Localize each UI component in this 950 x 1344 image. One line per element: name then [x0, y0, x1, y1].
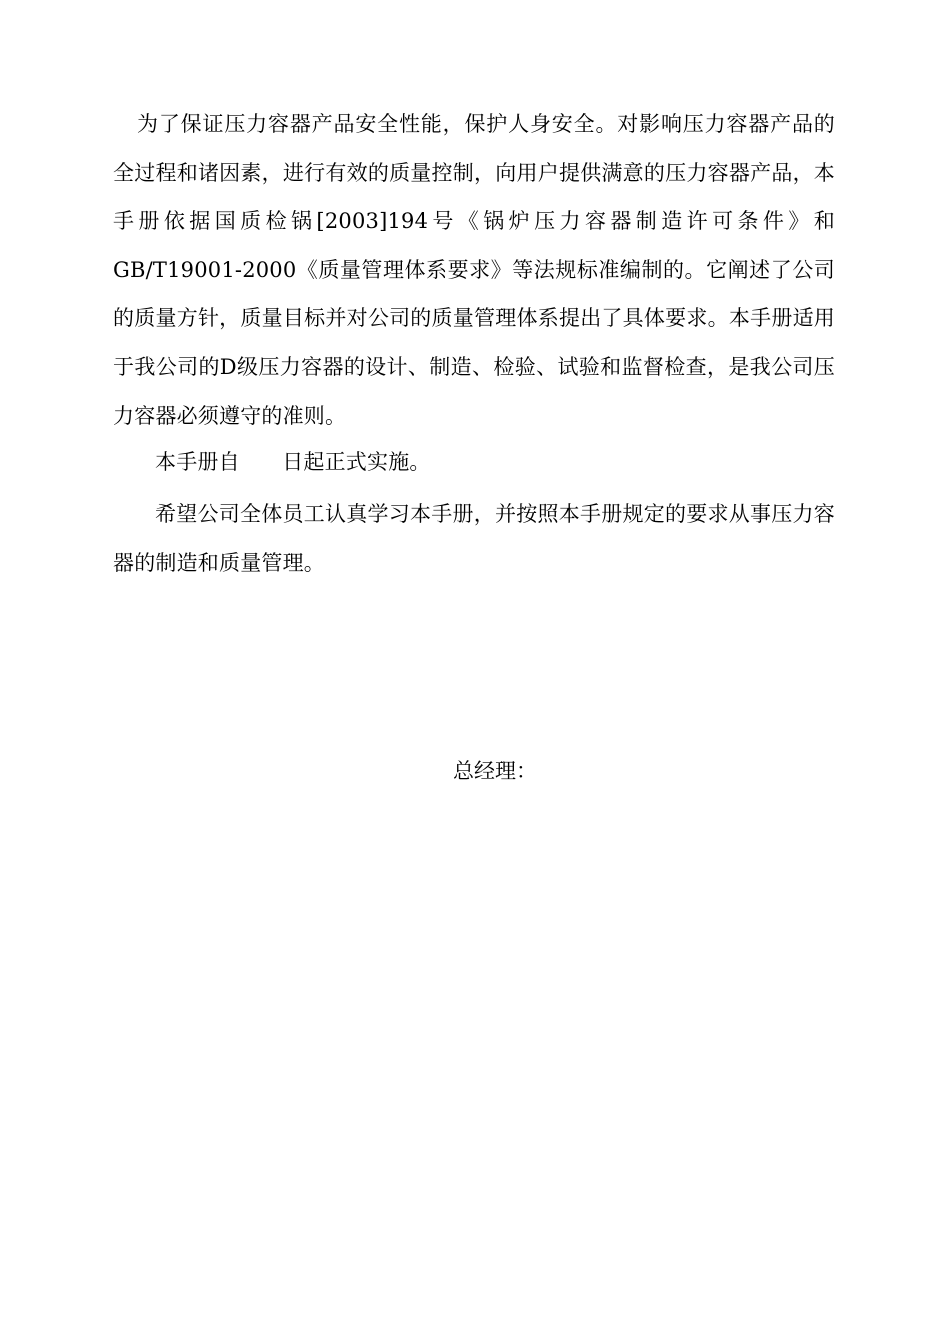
effective-date-paragraph: 本手册自 日起正式实施。 [155, 450, 431, 474]
closing-paragraph: 希望公司全体员工认真学习本手册，并按照本手册规定的要求从事压力容器的制造和质量管理。 [113, 502, 835, 575]
signature-label: 总经理： [453, 759, 537, 783]
intro-paragraph: 为了保证压力容器产品安全性能，保护人身安全。对影响压力容器产品的全过程和诸因素，进行有效的质量控制，向用户提供满意的压力容器产品，本手册依据国质检锅[2003]194号《锅炉压力容器制造许可条件》和GB/T19001-2000《质量管理体系要求》等法规标准编制的。它阐述了公司的质量方针，质量目标并对公司的质量管理体系提出了具体要求。本手册适用于我公司的D级压力容器的设计、制造、检验、试验和监督检查，是我公司压力容器必须遵守的准则。 [113, 112, 835, 428]
